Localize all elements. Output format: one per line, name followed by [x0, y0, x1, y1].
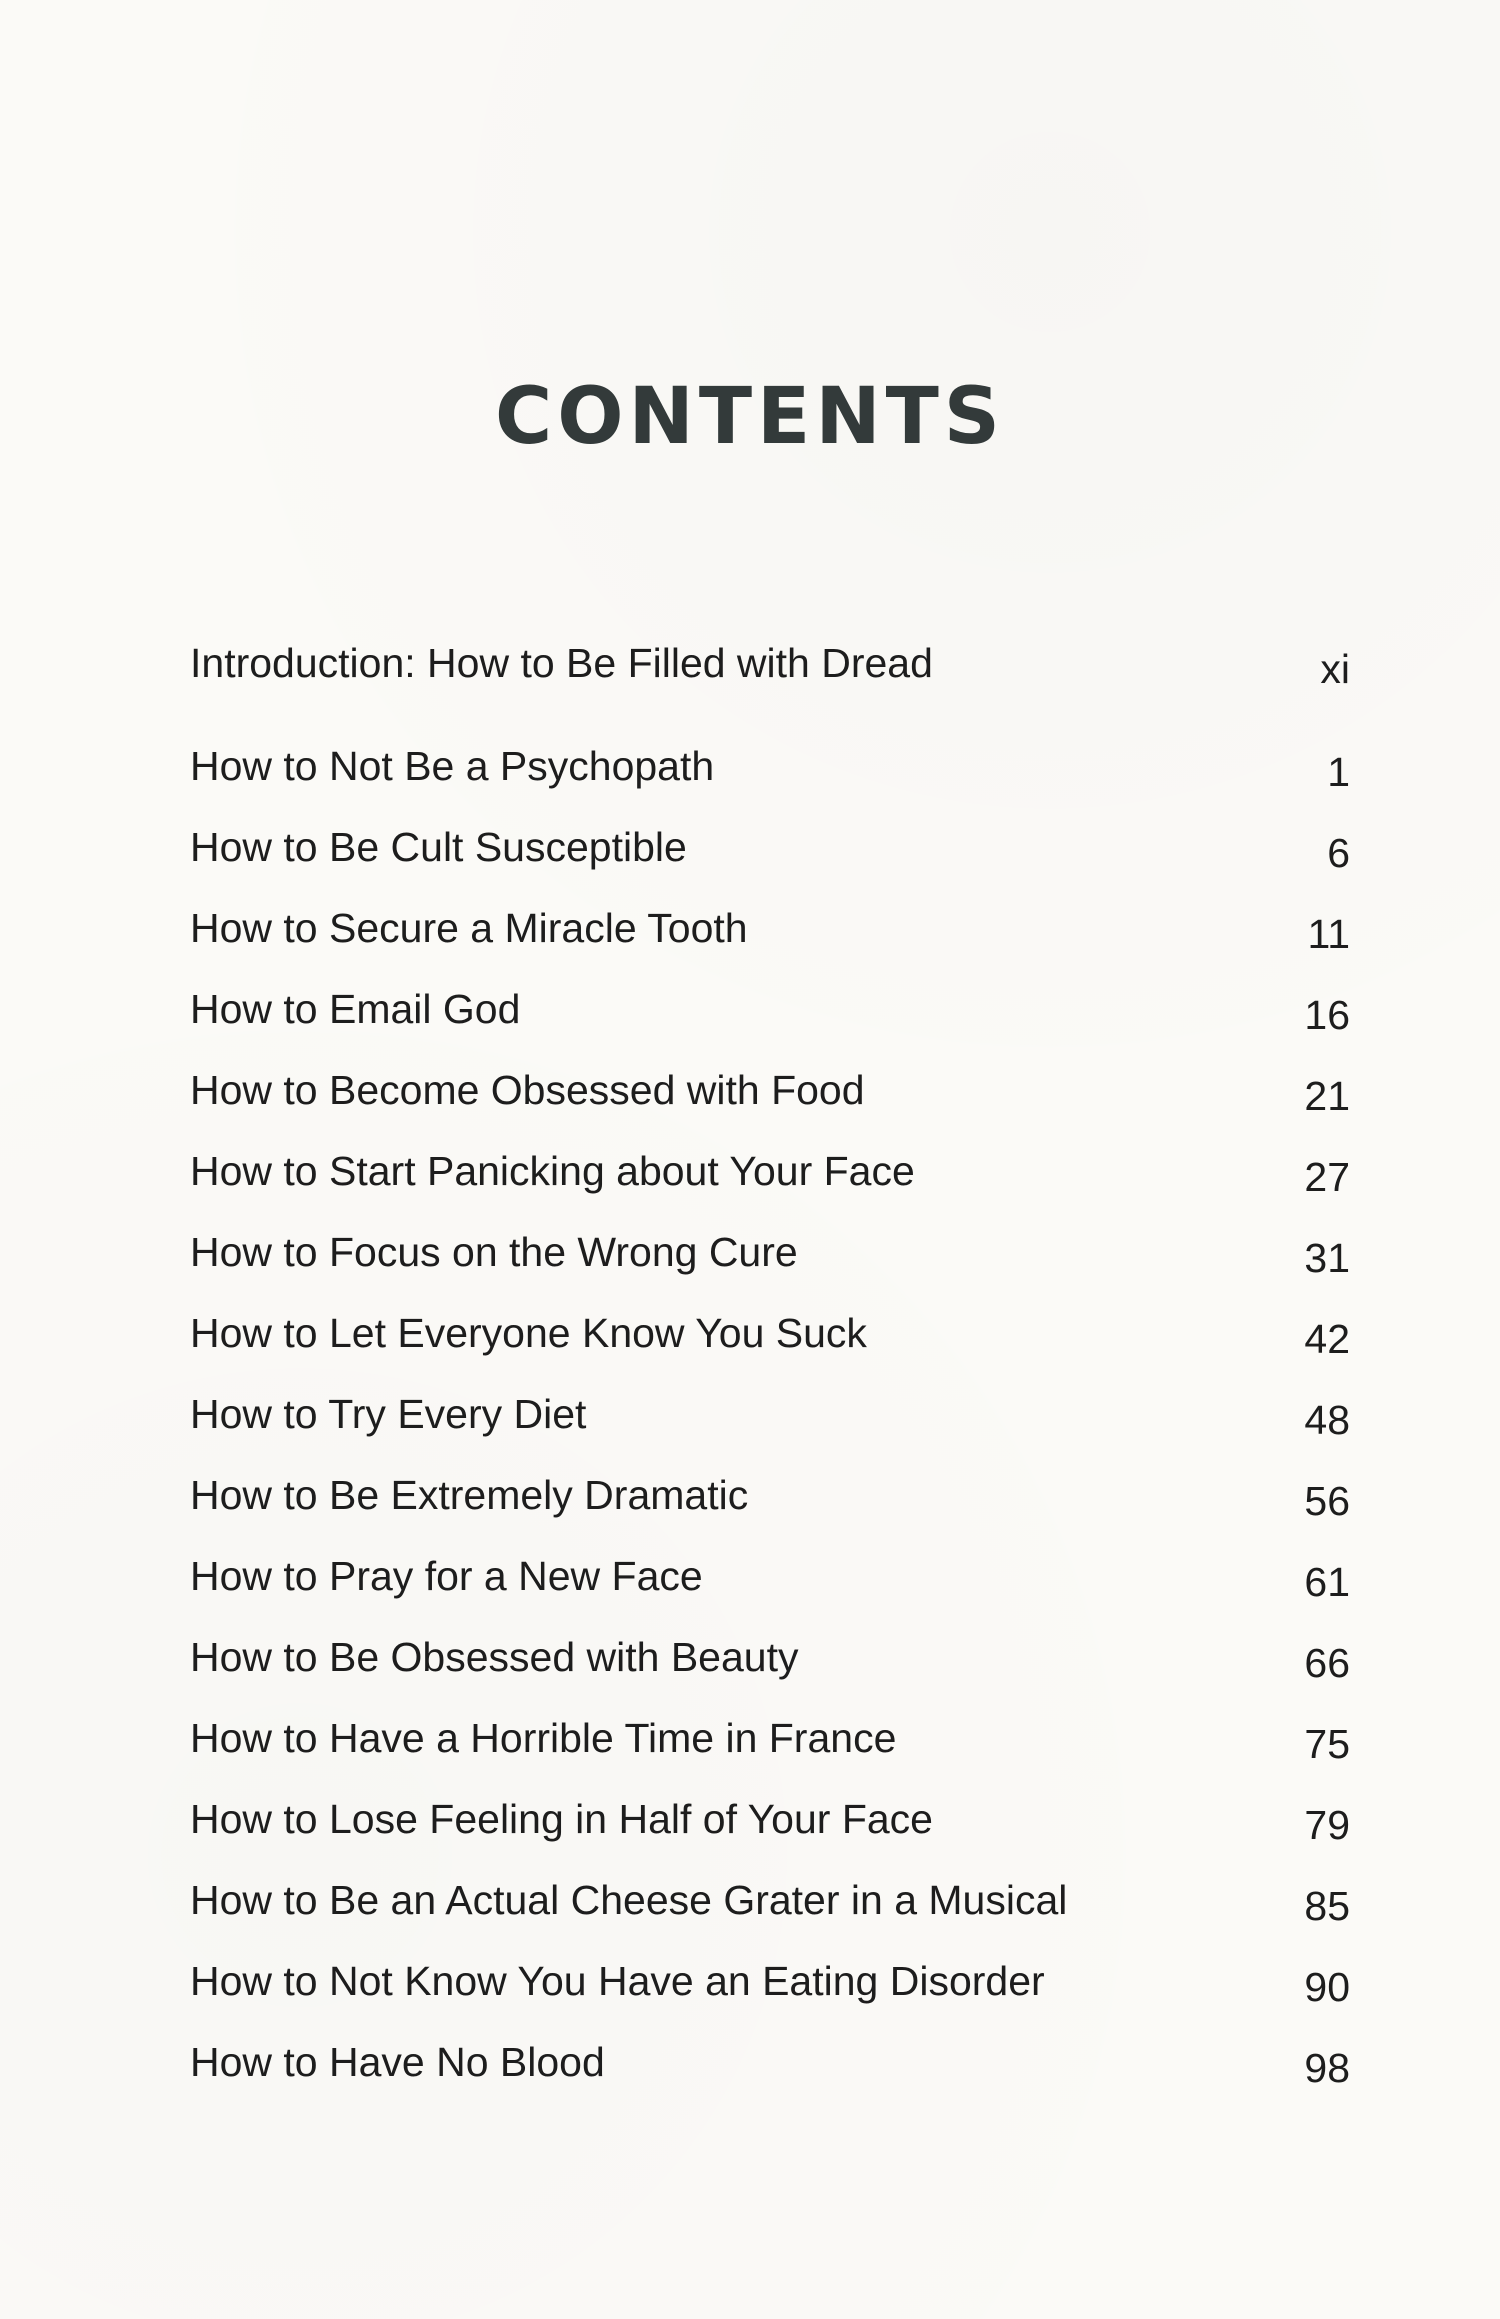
toc-entry: [190, 1546, 1360, 1606]
toc-entry-title: How to Email God: [190, 986, 521, 1032]
page-title: CONTENTS: [495, 372, 1005, 462]
toc-entry-page: 48: [1304, 1397, 1350, 1443]
toc-entry-title: How to Be Cult Susceptible: [190, 824, 687, 870]
toc-entry-page: 85: [1304, 1883, 1350, 1929]
toc-entry-page: 90: [1304, 1964, 1350, 2010]
toc-entry: [190, 1870, 1360, 1930]
toc-entry-title: How to Be Obsessed with Beauty: [190, 1634, 799, 1680]
toc-entry: [190, 898, 1360, 958]
toc-entry-page: xi: [1320, 646, 1350, 692]
toc-entry: [190, 1465, 1360, 1525]
toc-entry-page: 98: [1304, 2045, 1350, 2091]
toc-entry-page: 79: [1304, 1802, 1350, 1848]
toc-entry-page: 16: [1304, 992, 1350, 1038]
toc-entry: [190, 1627, 1360, 1687]
toc-entry: [190, 1789, 1360, 1849]
toc-entry-title: How to Start Panicking about Your Face: [190, 1148, 915, 1194]
toc-entry-title: How to Be an Actual Cheese Grater in a Musical: [190, 1877, 1068, 1923]
toc-entry-page: 1: [1327, 749, 1350, 795]
toc-entry-title: How to Let Everyone Know You Suck: [190, 1310, 867, 1356]
toc-entry-title: How to Focus on the Wrong Cure: [190, 1229, 798, 1275]
toc-entry: [190, 1951, 1360, 2011]
toc-entry-page: 27: [1304, 1154, 1350, 1200]
toc-entry-title: How to Have No Blood: [190, 2039, 605, 2085]
toc-entry-title: How to Have a Horrible Time in France: [190, 1715, 897, 1761]
toc-entry: [190, 1303, 1360, 1363]
toc-entry-page: 31: [1304, 1235, 1350, 1281]
toc-entry-title: How to Secure a Miracle Tooth: [190, 905, 748, 951]
toc-entry: [190, 979, 1360, 1039]
toc-entry: [190, 633, 1360, 693]
toc-entry-title: How to Try Every Diet: [190, 1391, 587, 1437]
toc-entry: [190, 2032, 1360, 2092]
toc-entry-title: How to Lose Feeling in Half of Your Face: [190, 1796, 933, 1842]
toc-entry-page: 56: [1304, 1478, 1350, 1524]
toc-entry: [190, 736, 1360, 796]
toc-entry-title: How to Not Know You Have an Eating Disorder: [190, 1958, 1045, 2004]
toc-entry-title: How to Become Obsessed with Food: [190, 1067, 865, 1113]
toc-entry: [190, 1222, 1360, 1282]
toc-entry: [190, 1141, 1360, 1201]
toc-entry: [190, 1060, 1360, 1120]
toc-entry-title: How to Not Be a Psychopath: [190, 743, 715, 789]
toc-entry-title: How to Be Extremely Dramatic: [190, 1472, 749, 1518]
toc-entry: [190, 1708, 1360, 1768]
toc-entry-page: 42: [1304, 1316, 1350, 1362]
toc-entry-page: 6: [1327, 830, 1350, 876]
toc-entry-title: How to Pray for a New Face: [190, 1553, 703, 1599]
toc-entry-page: 11: [1307, 911, 1350, 957]
toc-entry: [190, 817, 1360, 877]
toc-entry-page: 75: [1304, 1721, 1350, 1767]
toc-entry-title: Introduction: How to Be Filled with Dread: [190, 640, 933, 686]
toc-entry-page: 66: [1304, 1640, 1350, 1686]
toc-entry: [190, 1384, 1360, 1444]
toc-entry-page: 61: [1304, 1559, 1350, 1605]
toc-entry-page: 21: [1304, 1073, 1350, 1119]
